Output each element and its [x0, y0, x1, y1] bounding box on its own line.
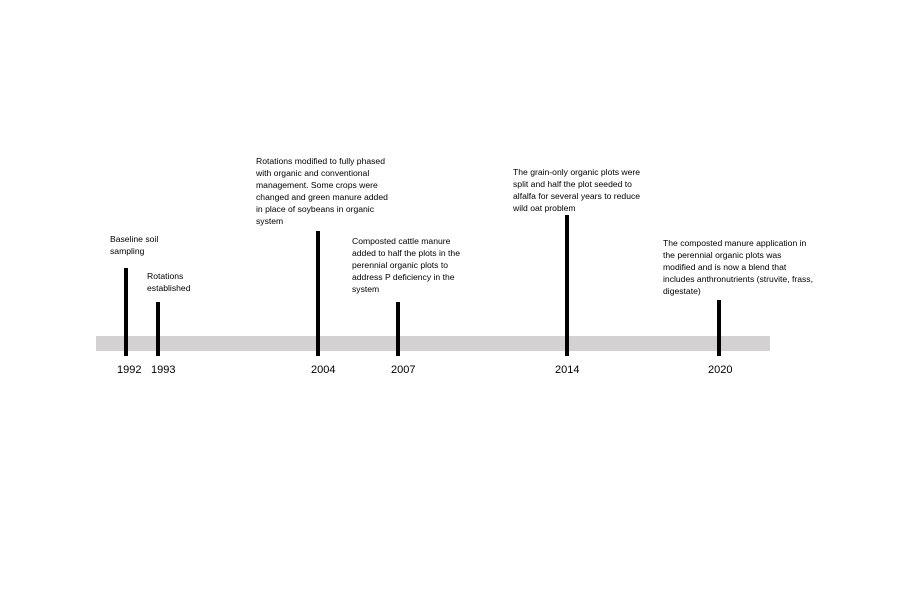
tick-1993: [156, 302, 160, 356]
tick-2020: [717, 300, 721, 356]
year-label-2004: 2004: [311, 364, 336, 376]
year-label-1993: 1993: [151, 364, 176, 376]
tick-2007: [396, 302, 400, 356]
tick-2004: [316, 231, 320, 356]
year-label-2007: 2007: [391, 364, 416, 376]
note-2014: The grain-only organic plots were split and half the plot seeded to alfalfa for several years to reduce wild oat problem: [513, 167, 641, 213]
note-2007: Composted cattle manure added to half the plots in the perennial organic plots to address P deficiency in the system: [352, 236, 460, 294]
tick-2014: [565, 215, 569, 356]
year-label-2014: 2014: [555, 364, 580, 376]
note-2004: Rotations modified to fully phased with organic and conventional management. Some crops were changed and green manure added in place of soybeans in organic system: [256, 156, 388, 226]
year-label-2020: 2020: [708, 364, 733, 376]
year-label-1992: 1992: [117, 364, 142, 376]
tick-1992: [124, 268, 128, 356]
note-1993: Rotations established: [147, 271, 191, 293]
note-2020: The composted manure application in the perennial organic plots was modified and is now a blend that includes anthronutrients (struvite, frass, digestate): [663, 238, 813, 296]
note-1992: Baseline soil sampling: [110, 234, 159, 256]
timeline-track: [96, 336, 770, 351]
